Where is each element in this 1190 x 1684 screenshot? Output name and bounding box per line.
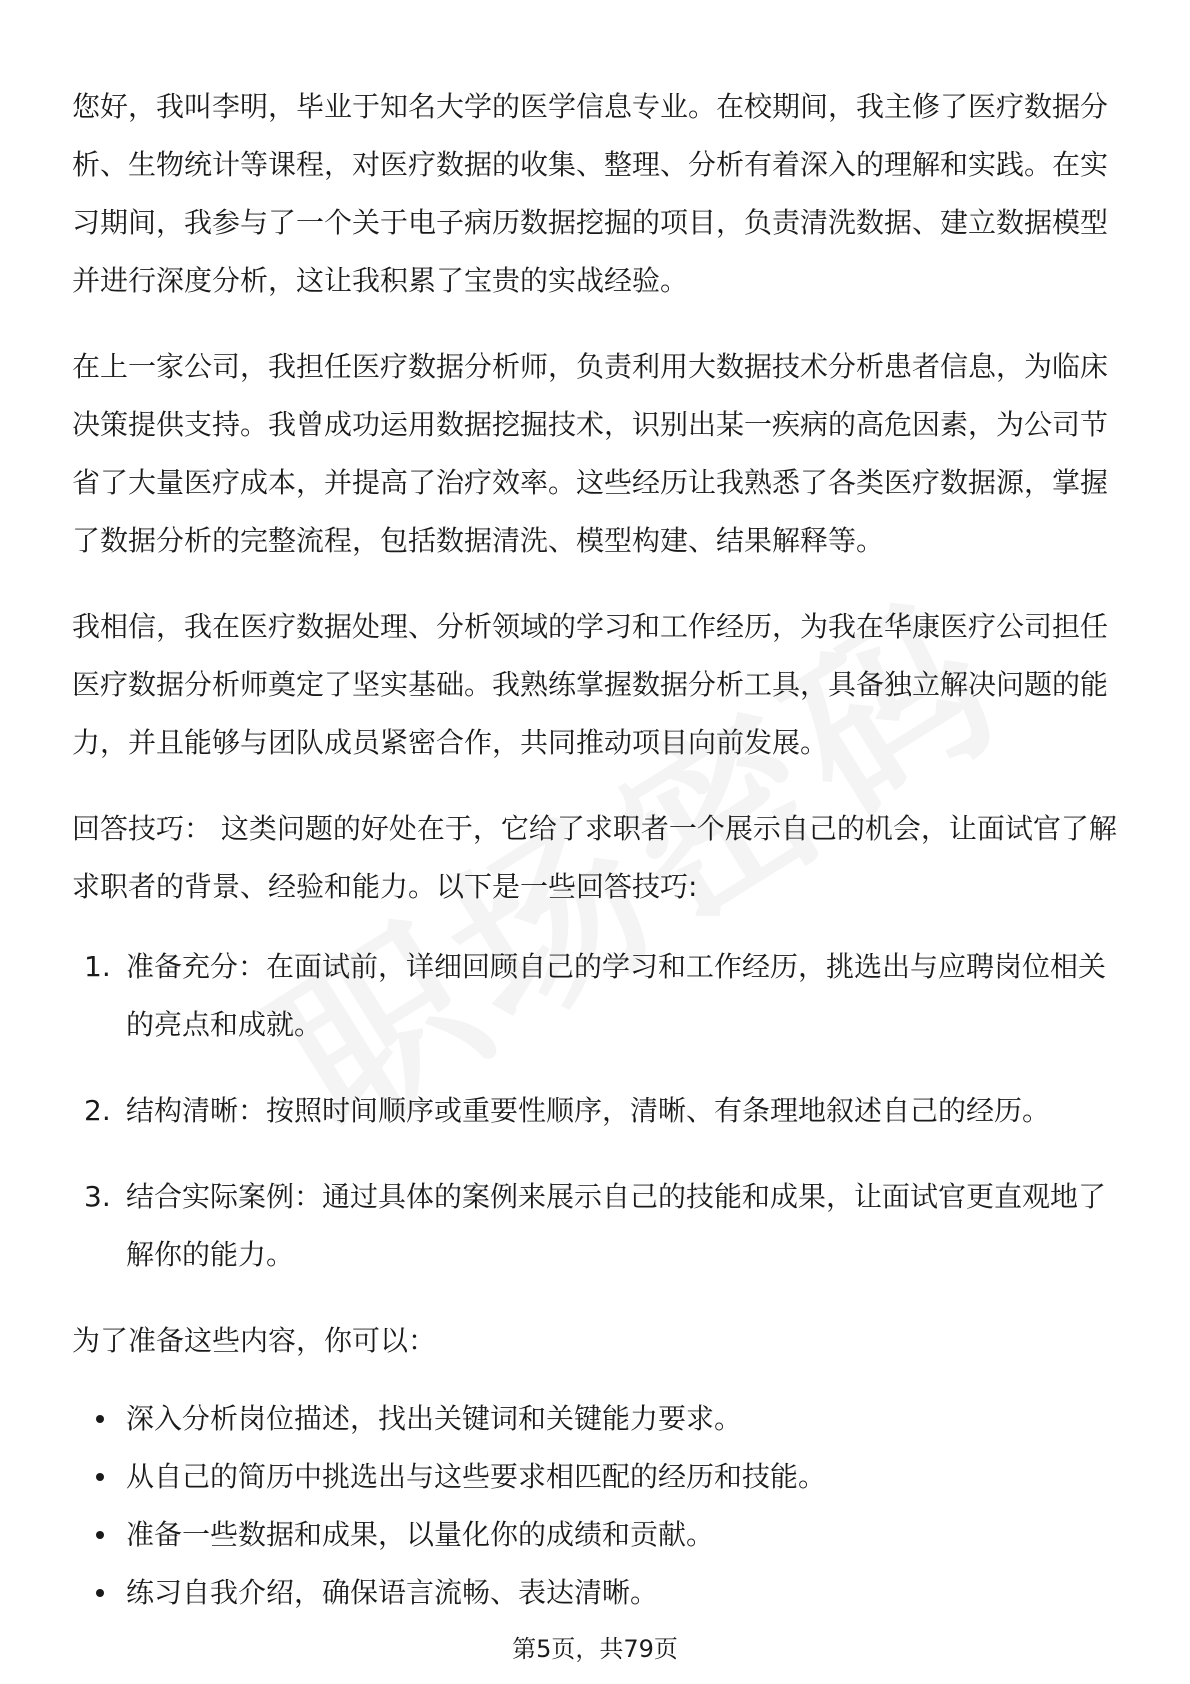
list-item (72, 1082, 1122, 1140)
list-item-text: 结构清晰：按照时间顺序或重要性顺序，清晰、有条理地叙述自己的经历。 (126, 1094, 1051, 1127)
list-item-text: 结合实际案例：通过具体的案例来展示自己的技能和成果，让面试官更直观地了解你的能力。 (126, 1180, 1107, 1271)
list-item (72, 938, 1122, 1054)
bullet-icon (96, 1589, 104, 1597)
tips-intro: 回答技巧： 这类问题的好处在于，它给了求职者一个展示自己的机会，让面试官了解求职者的背景、经验和能力。以下是一些回答技巧: (72, 812, 1117, 903)
list-item-text: 从自己的简历中挑选出与这些要求相匹配的经历和技能。 (126, 1460, 827, 1493)
prep-intro: 为了准备这些内容，你可以： (72, 1324, 437, 1357)
bullet-icon (96, 1415, 104, 1423)
list-item (72, 1450, 1122, 1504)
list-number: 3. (84, 1180, 111, 1213)
paragraph-education: 您好，我叫李明，毕业于知名大学的医学信息专业。在校期间，我主修了医疗数据分析、生物统计等课程，对医疗数据的收集、整理、分析有着深入的理解和实践。在实习期间，我参与了一个关于电子病历数据挖掘的项目，负责清洗数据、建立数据模型并进行深度分析，这让我积累了宝贵的实战经验。 (72, 90, 1109, 297)
list-item-text: 深入分析岗位描述，找出关键词和关键能力要求。 (126, 1402, 743, 1435)
page-content (72, 78, 1122, 1624)
paragraph-work-experience: 在上一家公司，我担任医疗数据分析师，负责利用大数据技术分析患者信息，为临床决策提供支持。我曾成功运用数据挖掘技术，识别出某一疾病的高危因素，为公司节省了大量医疗成本，并提高了治疗效率。这些经历让我熟悉了各类医疗数据源，掌握了数据分析的完整流程，包括数据清洗、模型构建、结果解释等。 (72, 350, 1109, 557)
list-number: 2. (84, 1094, 111, 1127)
list-number: 1. (84, 950, 111, 983)
prep-bullet-list (72, 1392, 1122, 1620)
page-number-footer: 第5页，共79页 (512, 1635, 678, 1663)
bullet-icon (96, 1531, 104, 1539)
paragraph-conclusion: 我相信，我在医疗数据处理、分析领域的学习和工作经历，为我在华康医疗公司担任医疗数据分析师奠定了坚实基础。我熟练掌握数据分析工具，具备独立解决问题的能力，并且能够与团队成员紧密合作，共同推动项目向前发展。 (72, 610, 1109, 759)
bullet-icon (96, 1473, 104, 1481)
list-item-text: 练习自我介绍，确保语言流畅、表达清晰。 (126, 1576, 659, 1609)
list-item (72, 1508, 1122, 1562)
list-item-text: 准备一些数据和成果，以量化你的成绩和贡献。 (126, 1518, 715, 1551)
list-item (72, 1168, 1122, 1284)
list-item-text: 准备充分：在面试前，详细回顾自己的学习和工作经历，挑选出与应聘岗位相关的亮点和成就。 (126, 950, 1107, 1041)
list-item (72, 1566, 1122, 1620)
list-item (72, 1392, 1122, 1446)
tips-list (72, 938, 1122, 1284)
